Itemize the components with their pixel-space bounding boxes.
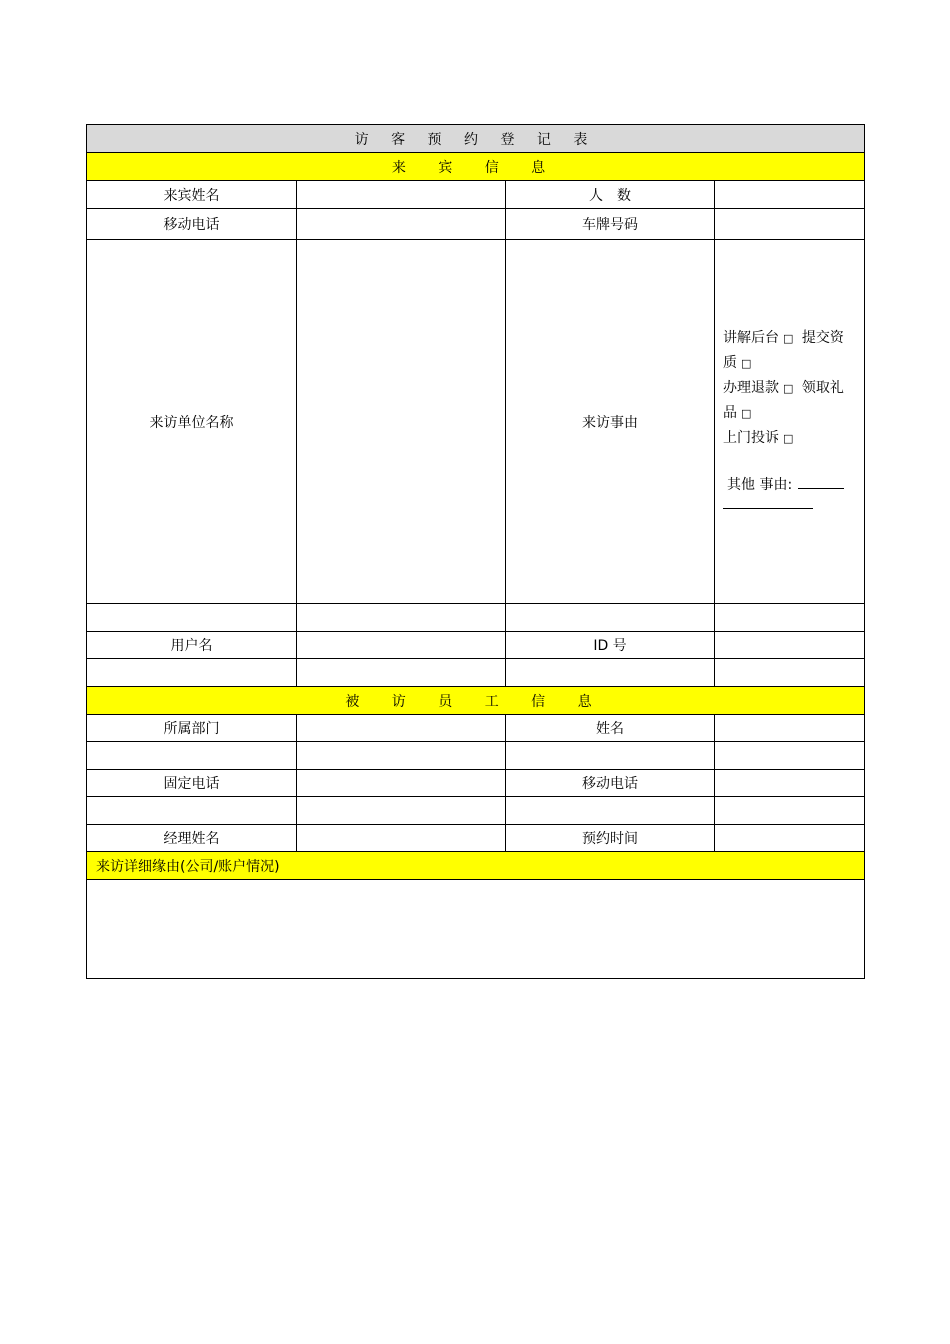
purpose-complaint-checkbox[interactable]: □ (783, 432, 794, 445)
appointment-time-label: 预约时间 (506, 825, 715, 851)
plate-label: 车牌号码 (506, 209, 715, 239)
purpose-options (715, 240, 864, 603)
blank-row-3 (87, 742, 864, 770)
purpose-refund-label: 办理退款 (723, 380, 779, 396)
staff-mobile-field[interactable] (715, 770, 864, 796)
blank-cell[interactable] (297, 742, 506, 769)
blank-cell[interactable] (87, 659, 297, 686)
purpose-complaint-label: 上门投诉 (723, 430, 779, 446)
company-field[interactable] (297, 240, 506, 603)
staff-phone-row (87, 770, 864, 797)
blank-cell[interactable] (87, 797, 297, 824)
id-label: ID 号 (506, 632, 715, 658)
blank-cell[interactable] (715, 797, 864, 824)
purpose-refund-checkbox[interactable]: □ (783, 382, 794, 395)
dept-row (87, 715, 864, 742)
staff-section-header: 被 访 员 工 信 息 (87, 687, 864, 715)
blank-cell[interactable] (506, 604, 715, 631)
manager-row (87, 825, 864, 852)
manager-label: 经理姓名 (87, 825, 297, 851)
purpose-other-blank-2[interactable] (723, 500, 813, 509)
purpose-other-blank[interactable] (798, 476, 844, 489)
guest-name-field[interactable] (297, 181, 506, 208)
detail-textarea[interactable] (87, 880, 864, 977)
purpose-line-4 (723, 401, 844, 426)
blank-cell[interactable] (87, 604, 297, 631)
plate-field[interactable] (715, 209, 864, 239)
dept-label: 所属部门 (87, 715, 297, 741)
staff-mobile-label: 移动电话 (506, 770, 715, 796)
guest-mobile-field[interactable] (297, 209, 506, 239)
blank-cell[interactable] (715, 659, 864, 686)
blank-cell[interactable] (87, 742, 297, 769)
blank-cell[interactable] (297, 659, 506, 686)
manager-field[interactable] (297, 825, 506, 851)
detail-section-header: 来访详细缘由(公司/账户情况) (87, 852, 864, 880)
guest-mobile-row (87, 209, 864, 240)
headcount-label: 人 数 (506, 181, 715, 208)
purpose-other-label: 其他 事由: (727, 477, 793, 493)
staff-name-field[interactable] (715, 715, 864, 741)
purpose-submit-label-cont: 质 (723, 355, 737, 371)
purpose-gift-label-cont: 品 (723, 405, 737, 421)
purpose-line-1 (723, 326, 844, 351)
id-field[interactable] (715, 632, 864, 658)
headcount-field[interactable] (715, 181, 864, 208)
staff-name-label: 姓名 (506, 715, 715, 741)
blank-row-4 (87, 797, 864, 825)
username-field[interactable] (297, 632, 506, 658)
blank-cell[interactable] (297, 797, 506, 824)
guest-name-row (87, 181, 864, 209)
purpose-explain-label: 讲解后台 (723, 330, 779, 346)
appointment-time-field[interactable] (715, 825, 864, 851)
dept-field[interactable] (297, 715, 506, 741)
guest-section-header: 来 宾 信 息 (87, 153, 864, 181)
blank-row-1 (87, 604, 864, 632)
company-label: 来访单位名称 (87, 240, 297, 603)
blank-cell[interactable] (715, 604, 864, 631)
guest-mobile-label: 移动电话 (87, 209, 297, 239)
company-reason-row (87, 240, 864, 604)
purpose-explain-checkbox[interactable]: □ (783, 332, 794, 345)
purpose-line-2 (723, 351, 844, 376)
reason-label: 来访事由 (506, 240, 715, 603)
blank-cell[interactable] (506, 797, 715, 824)
blank-row-2 (87, 659, 864, 687)
purpose-submit-label: 提交资 (801, 330, 844, 346)
blank-cell[interactable] (297, 604, 506, 631)
visitor-appointment-form (86, 124, 865, 979)
blank-cell[interactable] (506, 659, 715, 686)
guest-name-label: 来宾姓名 (87, 181, 297, 208)
purpose-other-line (723, 473, 844, 498)
staff-phone-field[interactable] (297, 770, 506, 796)
username-row (87, 632, 864, 659)
form-title: 访 客 预 约 登 记 表 (87, 125, 864, 153)
purpose-gift-checkbox[interactable]: □ (741, 407, 752, 420)
purpose-gift-label: 领取礼 (801, 380, 844, 396)
staff-phone-label: 固定电话 (87, 770, 297, 796)
username-label: 用户名 (87, 632, 297, 658)
blank-cell[interactable] (715, 742, 864, 769)
purpose-line-3 (723, 376, 844, 401)
purpose-submit-checkbox[interactable]: □ (741, 357, 752, 370)
blank-cell[interactable] (506, 742, 715, 769)
purpose-line-5 (723, 426, 844, 451)
